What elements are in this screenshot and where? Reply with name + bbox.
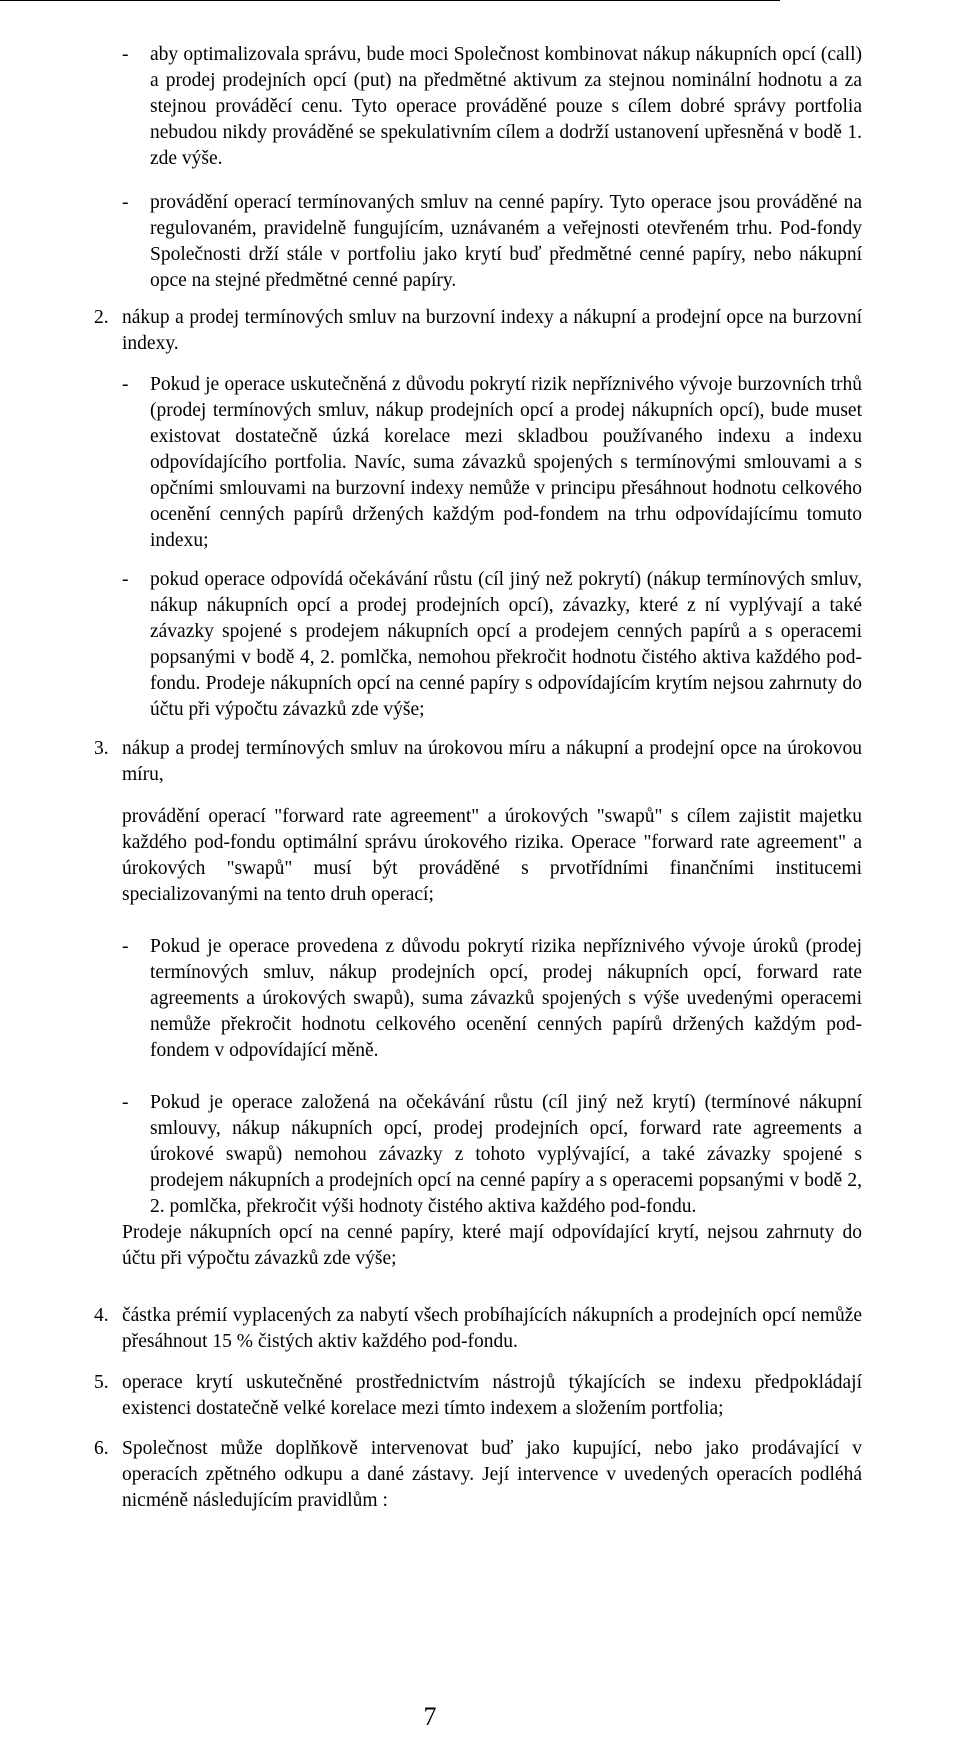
item-number: 3. [94, 738, 109, 759]
list-dash: - [122, 192, 129, 213]
closing-paragraph: Prodeje nákupních opcí na cenné papíry, které mají odpovídající krytí, nejsou zahrnuty do účtu při výpočtu závazků zde výše; [122, 1222, 862, 1269]
list-item: pokud operace odpovídá očekávání růstu (cíl jiný než pokrytí) (nákup termínových smluv, nákup nákupních opcí a prodej prodejních opcí), závazky, které z ní vyplývají a také závazky spojené s prodejem nákupních opcí a prodejem cenných papírů a s operacemi popsanými v bodě 4, 2. pomlčka, nemohou překročit hodnotu čistého aktiva každého pod-fondu. Prodeje nákupních opcí na cenné papíry s odpovídajícím krytím nejsou zahrnuty do účtu při výpočtu závazků zde výše; [150, 569, 862, 720]
list-dash: - [122, 569, 129, 590]
item-number: 4. [94, 1305, 109, 1326]
item-text: částka prémií vyplacených za nabytí všech probíhajících nákupních a prodejních opcí nemůže přesáhnout 15 % čistých aktiv každého pod-fondu. [122, 1305, 862, 1352]
item-number: 6. [94, 1438, 109, 1459]
list-item: Pokud je operace uskutečněná z důvodu pokrytí rizik nepříznivého vývoje burzovních trhů (prodej termínových smluv, nákup prodejních opcí a prodej nákupních opcí), bude muset existovat dostatečně úzká korelace mezi skladbou používaného indexu a indexu odpovídajícího portfolia. Navíc, suma závazků spojených s termínovými smlouvami a s opčními smlouvami na burzovní indexy nemůže v principu přesáhnout hodnotu celkového ocenění cenných papírů držených každým pod-fondem na trhu odpovídajícímu tomuto indexu; [150, 374, 862, 551]
list-item: Pokud je operace provedena z důvodu pokrytí rizika nepříznivého vývoje úroků (prodej termínových smluv, nákup prodejních opcí, prodej nákupních opcí, forward rate agreements a úrokových swapů), suma závazků spojených s výše uvedenými operacemi nemůže překročit hodnotu celkového ocenění cenných papírů držených každým pod-fondem v odpovídající měně. [150, 936, 862, 1061]
list-dash: - [122, 44, 129, 65]
list-item: aby optimalizovala správu, bude moci Společnost kombinovat nákup nákupních opcí (call) a prodej prodejních opcí (put) na předmětné aktivum za stejnou nominální hodnotu a za stejnou prováděcí cenu. Tyto operace prováděné pouze s cílem dobré správy portfolia nebudou nikdy prováděné se spekulativním cílem a dodrží ustanovení upřesněná v bodě 1. zde výše. [150, 44, 862, 169]
list-dash: - [122, 1092, 129, 1113]
item-text: nákup a prodej termínových smluv na burzovní indexy a nákupní a prodejní opce na burzovní indexy. [122, 307, 862, 354]
header-rule [0, 0, 780, 1]
paragraph: provádění operací "forward rate agreement" a úrokových "swapů" s cílem zajistit majetku každého pod-fondu optimální správu úrokového rizika. Operace "forward rate agreement" a úrokových "swapů" musí být prováděné s prvotřídními finančními institucemi specializovanými na tento druh operací; [122, 806, 862, 905]
item-number: 2. [94, 307, 109, 328]
item-text: Společnost může doplňkově intervenovat buď jako kupující, nebo jako prodávající v operacích zpětného odkupu a dané zástavy. Její intervence v uvedených operacích podléhá nicméně následujícím pravidlům : [122, 1438, 862, 1511]
list-dash: - [122, 374, 129, 395]
item-text: nákup a prodej termínových smluv na úrokovou míru a nákupní a prodejní opce na úrokovou míru, [122, 738, 862, 785]
page-number: 7 [423, 1702, 437, 1731]
list-dash: - [122, 936, 129, 957]
item-number: 5. [94, 1372, 109, 1393]
item-text: operace krytí uskutečněné prostřednictvím nástrojů týkajících se indexu předpokládají existenci dostatečně velké korelace mezi tímto indexem a složením portfolia; [122, 1372, 862, 1419]
list-item: provádění operací termínovaných smluv na cenné papíry. Tyto operace jsou prováděné na regulovaném, pravidelně fungujícím, uznávaném a veřejnosti otevřeném trhu. Pod-fondy Společnosti drží stále v portfoliu jako krytí buď předmětné cenné papíry, nebo nákupní opce na stejné předmětné cenné papíry. [150, 192, 862, 291]
list-item: Pokud je operace založená na očekávání růstu (cíl jiný než krytí) (termínové nákupní smlouvy, nákup nákupních opcí, prodej prodejních opcí, forward rate agreements a úrokové swapů) nemohou závazky z tohoto vyplývající, a také závazky spojené s prodejem nákupních a prodejních opcí na cenné papíry a s operacemi popsanými v bodě 2, 2. pomlčka, překročit výši hodnoty čistého aktiva každého pod-fondu. [150, 1092, 862, 1217]
